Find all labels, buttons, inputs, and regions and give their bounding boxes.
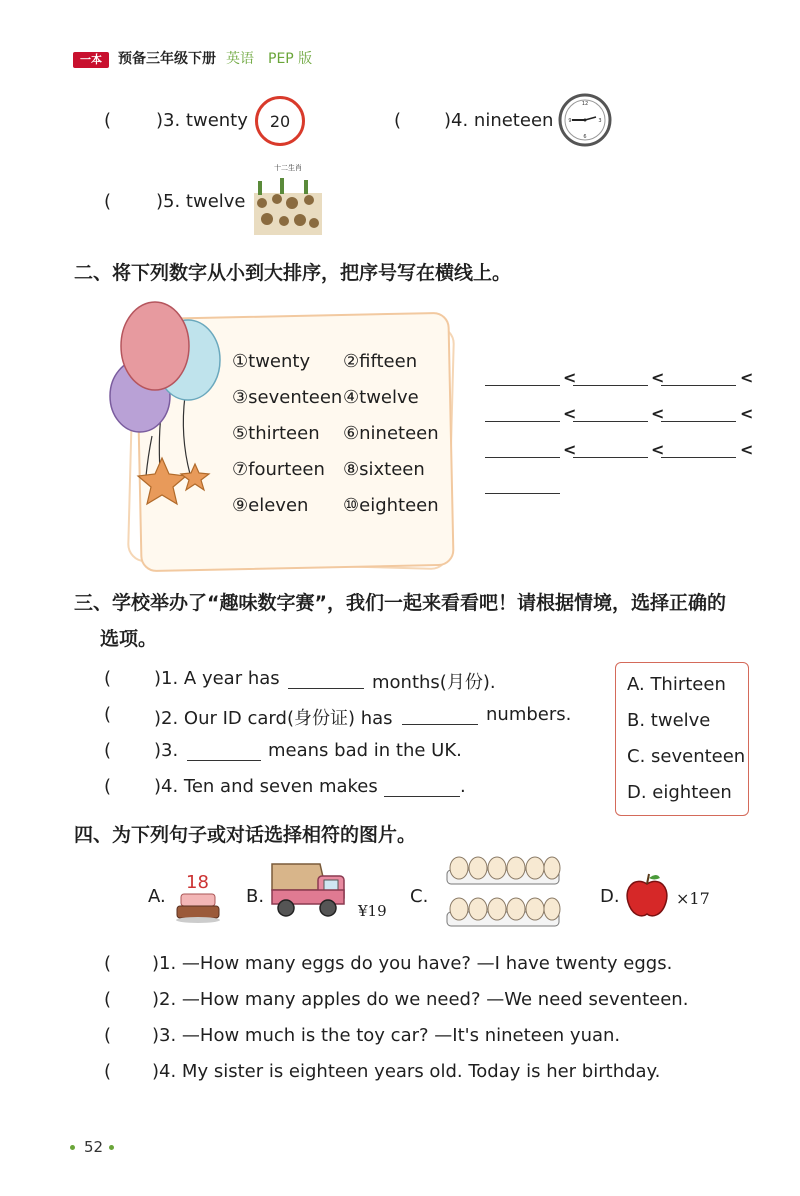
- zodiac-animals-icon: [252, 173, 324, 237]
- page-dot-right: [109, 1145, 114, 1150]
- section-2-title: 二、将下列数字从小到大排序，把序号写在横线上。: [74, 262, 512, 284]
- toy-truck-icon: [268, 858, 350, 924]
- less-than-sign: <: [740, 404, 754, 423]
- birthday-cake-icon: [173, 864, 223, 924]
- answer-line[interactable]: [573, 421, 648, 422]
- picture-label: B.: [246, 886, 265, 907]
- sentence-text: )1. —How many eggs do you have? —I have twenty eggs.: [152, 953, 673, 974]
- answer-paren: (: [104, 668, 112, 689]
- book-title: 预备三年级下册: [118, 51, 216, 67]
- clock-icon: [558, 93, 612, 147]
- less-than-sign: <: [563, 404, 577, 423]
- option-item: B. twelve: [627, 710, 711, 731]
- subject-label: 英语: [226, 51, 254, 67]
- less-than-sign: <: [651, 368, 665, 387]
- question-text: )2. Our ID card(身份证) has: [154, 708, 393, 729]
- question-text-end: .: [460, 776, 466, 797]
- question-text: )4. Ten and seven makes: [154, 776, 378, 797]
- answer-line[interactable]: [485, 457, 560, 458]
- answer-paren: (: [104, 704, 112, 725]
- section-3-title-cont: 选项。: [100, 628, 158, 650]
- question-text-end: means bad in the UK.: [268, 740, 462, 761]
- picture-label: A.: [148, 886, 166, 907]
- sentence-text: )4. My sister is eighteen years old. Today is her birthday.: [152, 1061, 661, 1082]
- balloons-icon: [100, 296, 230, 516]
- edition-label: PEP 版: [268, 51, 313, 67]
- apple-count: ×17: [676, 889, 710, 908]
- section-3-title: 三、学校举办了“趣味数字赛”，我们一起来看看吧！请根据情境，选择正确的: [74, 592, 726, 614]
- item-5-text: )5. twelve: [156, 191, 246, 212]
- word-item: ⑤thirteen: [232, 423, 320, 444]
- answer-paren: (: [104, 953, 112, 974]
- svg-text:3: 3: [598, 118, 602, 124]
- option-item: A. Thirteen: [627, 674, 726, 695]
- picture-label: C.: [410, 886, 429, 907]
- apple-icon: [624, 872, 670, 920]
- sentence-text: )2. —How many apples do we need? —We need seventeen.: [152, 989, 689, 1010]
- answer-paren: (: [104, 191, 112, 212]
- answer-paren: (: [104, 110, 112, 131]
- answer-paren: (: [104, 989, 112, 1010]
- answer-paren: (: [394, 110, 402, 131]
- answer-paren: (: [104, 1061, 112, 1082]
- publisher-logo: 一本: [73, 52, 109, 68]
- word-item: ⑩eighteen: [343, 495, 439, 516]
- item-3-text: )3. twenty: [156, 110, 248, 131]
- number-20-picture: [255, 96, 305, 146]
- answer-line[interactable]: [661, 457, 736, 458]
- zodiac-caption: 十二生肖: [274, 164, 302, 172]
- section-4-title: 四、为下列句子或对话选择相符的图片。: [74, 824, 417, 846]
- question-text-end: months(月份).: [372, 672, 496, 693]
- word-item: ④twelve: [343, 387, 419, 408]
- answer-line[interactable]: [661, 385, 736, 386]
- fill-blank[interactable]: [288, 688, 364, 689]
- question-text: )3.: [154, 740, 179, 761]
- answer-line[interactable]: [485, 385, 560, 386]
- answer-line[interactable]: [573, 457, 648, 458]
- answer-line[interactable]: [661, 421, 736, 422]
- word-item: ⑧sixteen: [343, 459, 425, 480]
- zodiac-picture: [252, 163, 324, 239]
- answer-paren: (: [104, 776, 112, 797]
- less-than-sign: <: [740, 440, 754, 459]
- question-text: )1. A year has: [154, 668, 280, 689]
- page-number: 52: [84, 1138, 104, 1156]
- answer-line[interactable]: [573, 385, 648, 386]
- question-text-end: numbers.: [486, 704, 572, 725]
- word-item: ①twenty: [232, 351, 311, 372]
- word-item: ⑨eleven: [232, 495, 309, 516]
- less-than-sign: <: [651, 404, 665, 423]
- picture-label: D.: [600, 886, 620, 907]
- word-item: ③seventeen: [232, 387, 343, 408]
- less-than-sign: <: [563, 368, 577, 387]
- svg-text:12: 12: [581, 101, 589, 107]
- item-4-text: )4. nineteen: [444, 110, 554, 131]
- egg-tray-icon: [443, 852, 563, 928]
- answer-line[interactable]: [485, 421, 560, 422]
- less-than-sign: <: [740, 368, 754, 387]
- answer-paren: (: [104, 1025, 112, 1046]
- less-than-sign: <: [563, 440, 577, 459]
- fill-blank[interactable]: [384, 796, 460, 797]
- answer-line[interactable]: [485, 493, 560, 494]
- option-item: C. seventeen: [627, 746, 746, 767]
- svg-text:18: 18: [186, 872, 209, 893]
- word-item: ②fifteen: [343, 351, 418, 372]
- svg-text:6: 6: [583, 134, 587, 140]
- number-20-label: 20: [269, 111, 291, 131]
- word-item: ⑥nineteen: [343, 423, 439, 444]
- option-item: D. eighteen: [627, 782, 732, 803]
- answer-paren: (: [104, 740, 112, 761]
- svg-text:9: 9: [568, 118, 572, 124]
- fill-blank[interactable]: [402, 724, 478, 725]
- sentence-text: )3. —How much is the toy car? —It's nineteen yuan.: [152, 1025, 621, 1046]
- word-item: ⑦fourteen: [232, 459, 325, 480]
- less-than-sign: <: [651, 440, 665, 459]
- fill-blank[interactable]: [187, 760, 261, 761]
- page-dot-left: [70, 1145, 75, 1150]
- truck-price: ¥19: [358, 902, 387, 920]
